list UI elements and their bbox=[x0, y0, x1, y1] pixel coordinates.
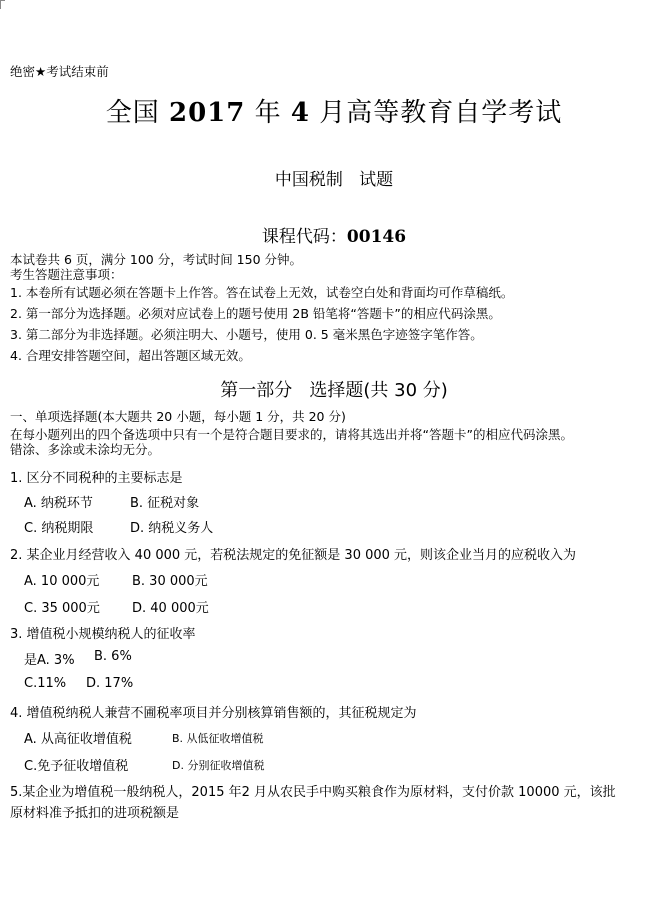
exam-month: 4 bbox=[290, 98, 310, 128]
q2-stem: 2. 某企业月经营收入 40 000 元，若税法规定的免征额是 30 000 元，则该企业当月的应税收入为 bbox=[10, 548, 577, 563]
confidential-label: 绝密★考试结束前 bbox=[10, 64, 109, 79]
exam-summary: 本试卷共 6 页，满分 100 分，考试时间 150 分钟。 bbox=[10, 252, 303, 267]
q1-option-c: C. 纳税期限 bbox=[24, 521, 94, 536]
q4-option-c: C.免予征收增值税 bbox=[24, 759, 129, 774]
q4-option-a: A. 从高征收增值税 bbox=[24, 732, 132, 747]
exam-title-mid: 年 bbox=[245, 98, 291, 128]
q3-option-d: D. 17% bbox=[86, 676, 134, 691]
note-item-1: 1. 本卷所有试题必须在答题卡上作答。答在试卷上无效，试卷空白处和背面均可作草稿纸。 bbox=[10, 285, 514, 300]
notes-title: 考生答题注意事项： bbox=[10, 267, 123, 282]
q1-stem: 1. 区分不同税种的主要标志是 bbox=[10, 471, 183, 486]
q2-option-c: C. 35 000元 bbox=[24, 601, 100, 616]
q2-option-d: D. 40 000元 bbox=[132, 601, 209, 616]
q3-option-c: C.11% bbox=[24, 676, 67, 691]
q4-option-d: D. 分别征收增值税 bbox=[172, 759, 265, 772]
q1-option-d: D. 纳税义务人 bbox=[130, 521, 214, 536]
q4-option-b: B. 从低征收增值税 bbox=[172, 732, 264, 745]
q5-stem-line-2: 原材料准予抵扣的进项税额是 bbox=[10, 806, 180, 821]
exam-title-pre: 全国 bbox=[105, 98, 169, 128]
course-code bbox=[0, 222, 668, 247]
q3-option-a: 是A. 3% bbox=[24, 653, 75, 668]
q5-stem-line-1: 5.某企业为增值税一般纳税人，2015 年2 月从农民手中购买粮食作为原材料，支付价款 10000 元，该批 bbox=[10, 785, 616, 800]
section-heading: 一、单项选择题(本大题共 20 小题，每小题 1 分，共 20 分) bbox=[10, 409, 346, 424]
note-item-2: 2. 第一部分为选择题。必须对应试卷上的题号使用 2B 铅笔将“答题卡”的相应代码涂黑。 bbox=[10, 306, 501, 321]
q1-option-a: A. 纳税环节 bbox=[24, 496, 93, 511]
q2-option-b: B. 30 000元 bbox=[132, 574, 208, 589]
exam-title bbox=[0, 92, 668, 129]
q4-stem: 4. 增值税纳税人兼营不圃税率项目并分别核算销售额的，其征税规定为 bbox=[10, 706, 417, 721]
note-item-4: 4. 合理安排答题空间，超出答题区域无效。 bbox=[10, 348, 251, 363]
instruction-line-1: 在每小题列出的四个备选项中只有一个是符合题目要求的，请将其选出并将“答题卡”的相应代码涂黑。 bbox=[10, 427, 573, 442]
course-code-value: 00146 bbox=[346, 227, 407, 247]
q3-option-b: B. 6% bbox=[94, 649, 132, 664]
q3-stem: 3. 增值税小规模纳税人的征收率 bbox=[10, 627, 196, 642]
exam-title-post: 月高等教育自学考试 bbox=[310, 98, 563, 128]
course-code-label: 课程代码： bbox=[261, 227, 347, 247]
note-item-3: 3. 第二部分为非选择题。必须注明大、小题号，使用 0. 5 毫米黑色字迹签字笔作答。 bbox=[10, 327, 483, 342]
exam-year: 2017 bbox=[169, 98, 246, 128]
part1-title: 第一部分 选择题(共 30 分) bbox=[220, 380, 448, 401]
q1-option-b: B. 征税对象 bbox=[130, 496, 200, 511]
q2-option-a: A. 10 000元 bbox=[24, 574, 100, 589]
instruction-line-2: 错涂、多涂或未涂均无分。 bbox=[10, 442, 161, 457]
page-corner-mark bbox=[0, 0, 5, 9]
subject-title: 中国税制 试题 bbox=[274, 170, 394, 190]
